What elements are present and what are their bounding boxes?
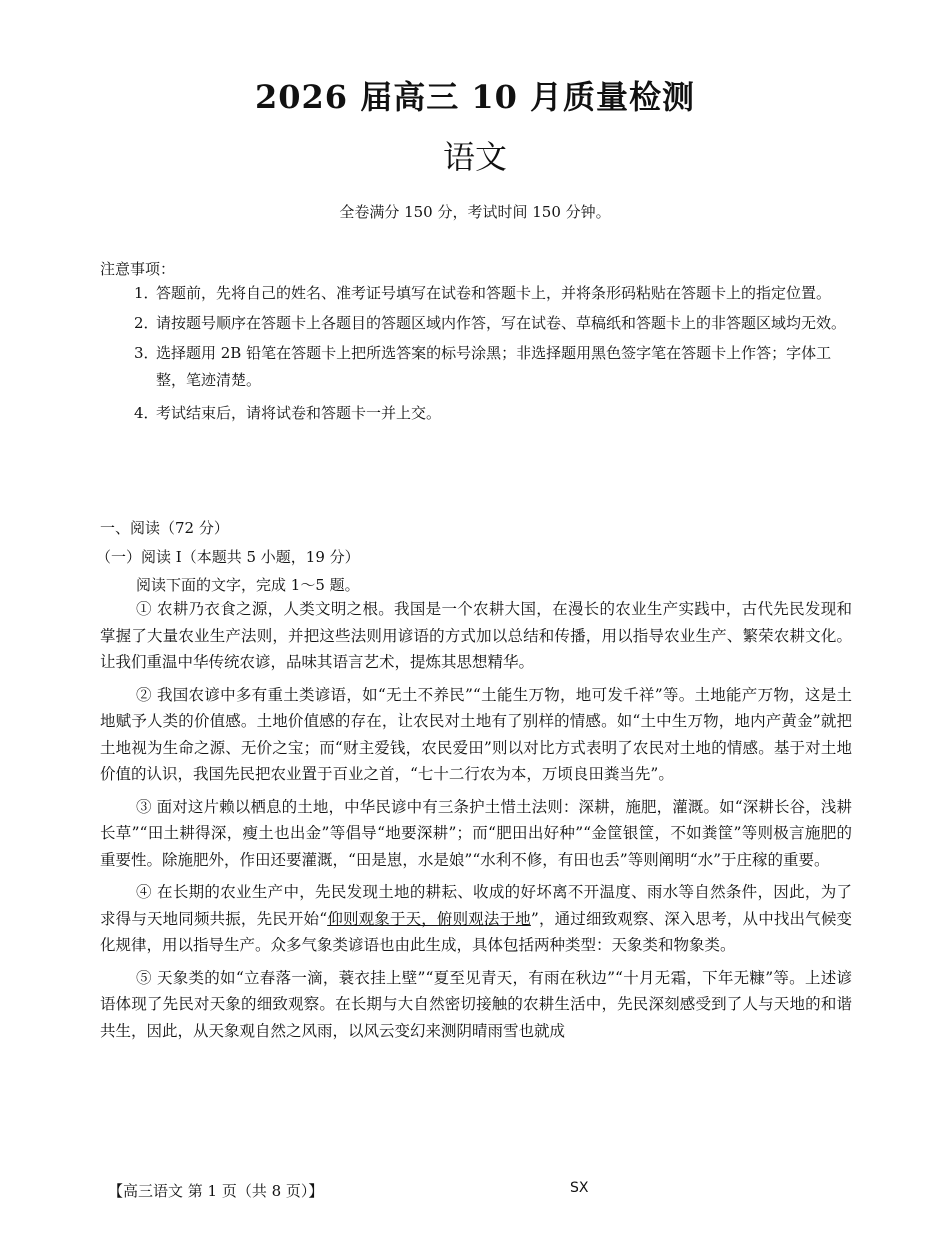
paragraph-4-text-before: ④ 在长期的农业生产中，先民发现土地的耕耘、收成的好坏离不开温度、雨水等自然条件，因此，为了求得与天地同频共振，先民开始“ — [100, 883, 852, 928]
notice-title: 注意事项： — [100, 260, 176, 278]
underlined-phrase: 仰则观象于天，俯则观法于地 — [327, 909, 531, 928]
reading-passage — [100, 596, 852, 1050]
notice-item-text: 请按题号顺序在答题卡上各题目的答题区域内作答，写在试卷、草稿纸和答题卡上的非答题区域均无效。 — [156, 314, 847, 332]
section-sub-heading: （一）阅读 I（本题共 5 小题，19 分） — [96, 548, 360, 566]
page-footer: 【高三语文 第 1 页（共 8 页）】 — [108, 1182, 324, 1200]
notice-item-number: 1． — [134, 284, 159, 302]
notice-item-text: 选择题用 2B 铅笔在答题卡上把所选答案的标号涂黑；非选择题用黑色签字笔在答题卡上作答；字体工整，笔迹清楚。 — [156, 344, 832, 389]
reading-instruction: 阅读下面的文字，完成 1～5 题。 — [136, 576, 360, 594]
notice-item-number: 2． — [134, 314, 159, 332]
notice-item — [134, 310, 854, 337]
section-heading: 一、阅读（72 分） — [100, 519, 229, 537]
passage-paragraph-5: ⑤ 天象类的如“立春落一滴，蓑衣挂上壁”“夏至见青天，有雨在秋边”“十月无霜，下年无糠”等。上述谚语体现了先民对天象的细致观察。在长期与大自然密切接触的农耕生活中，先民深刻感受到了人与天地的和谐共生，因此，从天象观自然之风雨，以风云变幻来测阴晴雨雪也就成 — [100, 968, 852, 1040]
passage-paragraph-1: ① 农耕乃衣食之源，人类文明之根。我国是一个农耕大国，在漫长的农业生产实践中，古代先民发现和掌握了大量农业生产法则，并把这些法则用谚语的方式加以总结和传播，用以指导农业生产、繁荣农耕文化。让我们重温中华传统农谚，品味其语言艺术，提炼其思想精华。 — [100, 600, 852, 671]
notice-item-text: 考试结束后，请将试卷和答题卡一并上交。 — [156, 404, 442, 422]
paragraph-4-text-after: ”，通过细致观察、深入思考，从中找出气候变化规律，用以指导生产。众多气象类谚语也由此生成，具体包括两种类型：天象类和物象类。 — [100, 909, 852, 954]
passage-paragraph-2: ② 我国农谚中多有重土类谚语，如“无土不养民”“土能生万物，地可发千祥”等。土地能产万物，这是土地赋予人类的价值感。土地价值感的存在，让农民对土地有了别样的情感。如“土中生万物，地内产黄金”就把土地视为生命之源、无价之宝；而“财主爱钱，农民爱田”则以对比方式表明了农民对土地的情感。基于对土地价值的认识，我国先民把农业置于百业之首，“七十二行农为本，万顷良田粪当先”。 — [100, 685, 852, 783]
exam-meta: 全卷满分 150 分，考试时间 150 分钟。 — [339, 203, 611, 221]
passage-paragraph-4 — [100, 879, 852, 959]
notice-list — [134, 280, 854, 430]
subject-title: 语文 — [442, 138, 507, 176]
exam-title: 2026 届高三 10 月质量检测 — [254, 78, 696, 116]
notice-item-text: 答题前，先将自己的姓名、准考证号填写在试卷和答题卡上，并将条形码粘贴在答题卡上的指定位置。 — [156, 284, 832, 302]
notice-item-number: 3． — [134, 344, 159, 362]
notice-item — [134, 340, 854, 394]
passage-paragraph-3: ③ 面对这片赖以栖息的土地，中华民谚中有三条护土惜土法则：深耕，施肥，灌溉。如“深耕长谷，浅耕长草”“田土耕得深，瘦土也出金”等倡导“地要深耕”；而“肥田出好种”“金筐银筐，不如粪筐”等则极言施肥的重要性。除施肥外，作田还要灌溉，“田是崽，水是娘”“水利不修，有田也丢”等则阐明“水”于庄稼的重要。 — [100, 797, 852, 869]
footer-code: SX — [570, 1180, 589, 1196]
notice-item — [134, 280, 854, 307]
notice-item-number: 4． — [134, 404, 159, 422]
notice-item — [134, 400, 854, 427]
